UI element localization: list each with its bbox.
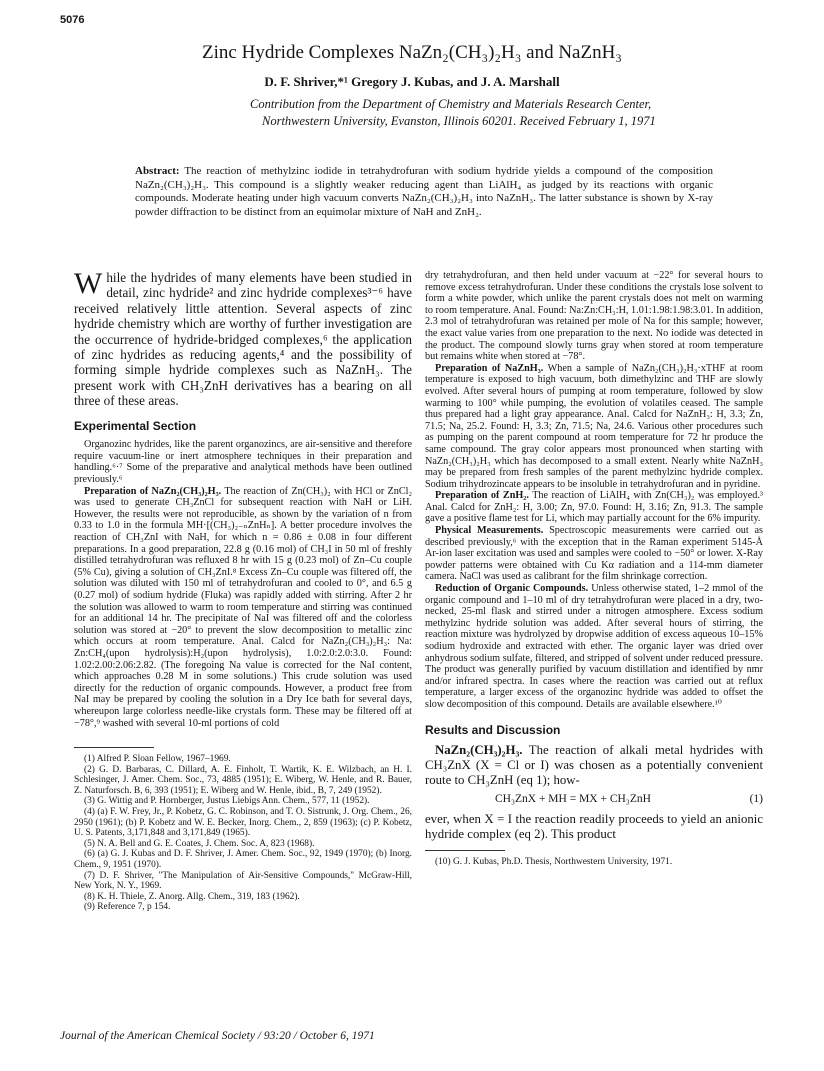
abstract [135, 165, 713, 219]
experimental-section-heading: Experimental Section [74, 418, 197, 433]
equation-1 [495, 794, 763, 806]
results-text-2: ever, when X = I the reaction readily proceeds to yield an anionic hydride complex (eq 2). This product [425, 811, 763, 841]
prep-nazn2-heading: Preparation of NaZn₂(CH₃)₂H₃. [84, 485, 222, 497]
footnote: (1) Alfred P. Sloan Fellow, 1967–1969. [84, 754, 231, 765]
physical-measurements-heading: Physical Measurements. [435, 525, 544, 537]
footnote: (9) Reference 7, p 154. [84, 902, 171, 913]
reduction-heading: Reduction of Organic Compounds. [435, 583, 589, 595]
prep-znh2-text: The reaction of LiAlH₄ with Zn(CH₃)₂ was employed.³ Anal. Calcd for ZnH₂: H, 3.00; Zn, 97.0. Found: H, 3.16; Zn, 91.3. The sample gave a positive flame test for Li, which may partially account for the 6% impurity. [425, 490, 763, 525]
results-section-heading: Results and Discussion [425, 722, 561, 737]
footnote: (3) G. Wittig and P. Hornberger, Justus Liebigs Ann. Chem., 577, 11 (1952). [84, 796, 370, 807]
left-column [74, 267, 413, 913]
page-number: 5076 [60, 14, 85, 26]
footnotes-left [74, 754, 412, 913]
prep-znh2-heading: Preparation of ZnH₂. [435, 490, 529, 502]
drop-cap: W [74, 267, 103, 300]
footnote-rule [74, 747, 154, 748]
footnote: (5) N. A. Bell and G. E. Coates, J. Chem. Soc. A, 823 (1968). [84, 838, 315, 849]
physical-measurements-paragraph [425, 525, 763, 583]
footnote: (2) G. D. Barbaras, C. Dillard, A. E. Finholt, T. Wartik, K. E. Wilzbach, an H. I. Schlesinger, J. Amer. Chem. Soc., 73, 4885 (1951); E. Wiberg, W. Henle, and R. Bauer, Z. Naturforsch. B, 6, 393 (1951); E. Wiberg and W. Henle, ibid., B, 7, 249 (1952). [74, 764, 412, 796]
experimental-intro: Organozinc hydrides, like the parent organozincs, are air-sensitive and therefore require vacuum-line or inert atmosphere techniques in their preparation and handling.⁶·⁷ Some of the preparative and analytical methods have been outlined previously.⁶ [74, 439, 412, 486]
prep-nazn-paragraph [425, 363, 763, 491]
physical-measurements-text: Spectroscopic measurements were carried out as described previously,⁶ with the exception that in the Raman experiment 5145-Å Ar-ion laser excitation was used and samples were cooled to −50° or lower. X-Ray powder patterns were obtained with Cu Kα radiation and a 114-mm diameter camera. NaCl was used as calibrant for the film shrinkage correction. [425, 525, 763, 583]
abstract-text: The reaction of methylzinc iodide in tetrahydrofuran with sodium hydride yields a compound of the composition NaZn₂(CH₃)₂H₃. This compound is a slightly weaker reducing agent than LiAlH₄ as judged by its reactions with organic compounds. Moderate heating under high vacuum converts NaZn₂(CH₃)₂H₃ into NaZnH₃. The latter substance is shown by X-ray powder diffraction to be distinct from an equimolar mixture of NaH and ZnH₂. [135, 165, 713, 218]
equation-number: (1) [749, 793, 763, 806]
prep-nazn2-paragraph [74, 486, 412, 729]
right-continuation: dry tetrahydrofuran, and then held under vacuum at −22° for several hours to remove excess tetrahydrofuran. Under these conditions the crystals lose solvent to form a white powder, which unlike the parent crystals does not melt on warming to room temperature. Anal. Found: Na:Zn:CH₃:H, 1.01:1.98:1.98:3.01. In addition, 2.3 mol of tetrahydrofuran was retained per mole of Na for this sample; however, the exact value varies from one preparation to the next. No iodide was detected in the product. The compound slowly turns gray when stored at room temperature but remains white when stored at −78°. [425, 270, 763, 363]
footnote-rule-right [425, 850, 505, 851]
results-text-1: The reaction of alkali metal hydrides with CH₃ZnX (X = Cl or I) was chosen as a potentially convenient route to CH₃ZnH (eq 1); how- [425, 743, 764, 788]
footnote-right: (10) G. J. Kubas, Ph.D. Thesis, Northwestern University, 1971. [435, 856, 673, 867]
abstract-label: Abstract: [135, 165, 180, 177]
intro-text: hile the hydrides of many elements have been studied in detail, zinc hydride² and zinc hydride complexes³⁻⁶ have received relatively little attention. Several aspects of zinc hydride chemistry which are worthy of further investigation are the occurrence of hydride-bridged complexes,⁶ the application of zinc hydrides as reducing agents,⁴ and the possibility of forming simple hydride complexes such as NaZnH₃. The present work with CH₃ZnH derivatives has a bearing on all three of these areas. [74, 270, 412, 409]
prep-nazn-heading: Preparation of NaZnH₃. [435, 362, 544, 374]
footnote: (6) (a) G. J. Kubas and D. F. Shriver, J. Amer. Chem. Soc., 92, 1949 (1970); (b) Inorg. Chem., 9, 1951 (1970). [74, 849, 412, 871]
right-column [425, 270, 763, 867]
equation-body: CH₃ZnX + MH = MX + CH₃ZnH [495, 793, 651, 806]
results-paragraph [425, 743, 763, 788]
prep-nazn2-text: The reaction of Zn(CH₃)₂ with HCl or ZnCl₂ was used to generate CH₃ZnCl for subsequent reaction with NaH or LiH. However, the results were not reproducible, as shown by the variation of n from 0.33 to 1.0 in the formula MH·[(CH₃)₂₋ₙZnHₙ]. A better procedure involves the reaction of CH₃ZnI with NaH, for which n = 0.86 ± 0.08 in four different preparations. In a good preparation, 22.8 g (0.16 mol) of CH₃I in 50 ml of freshly distilled tetrahydrofuran was refluxed 8 hr with 15 g (0.23 mol) of Zn–Cu couple (5% Cu), giving a solution of CH₃ZnI.⁸ Excess Zn–Cu couple was filtered off, the solution was diluted with 150 ml of tetrahydrofuran and cooled to 0°, and 6.5 g (0.27 mol) of sodium hydride (Fluka) was rapidly added with stirring. After 2 hr the solution was allowed to warm to room temperature and stirring was continued for an additional 14 hr. The precipitate of NaI was filtered off and the colorless solution was stored at −20° to prevent the slow decomposition to metallic zinc which occurs at room temperature. Anal. Calcd for NaZn₂(CH₃)₂H₃: Na: Zn:CH₄(upon hydrolysis):H₂(upon hydrolysis), 1.0:2.0:2.0:3.0. Found: 1.02:2.00:2.06:2.82. (The foregoing Na value is corrected for the NaI content, which approaches 0.28 M in some solutions.) This crude solution was used directly for the reduction of organic compounds. However, a product free from NaI may be prepared by cooling the solution in a Dry Ice bath for several days, whereupon large colorless needle-like crystals form. These may be filtered off at −78°,⁹ washed with several 10-ml portions of cold [74, 485, 413, 729]
journal-footer: Journal of the American Chemical Society / 93:20 / October 6, 1971 [60, 1030, 375, 1042]
reduction-paragraph [425, 583, 763, 711]
intro-paragraph [74, 267, 412, 409]
affiliation-line-1: Contribution from the Department of Chemistry and Materials Research Center, [250, 97, 652, 111]
prep-znh2-paragraph [425, 490, 763, 525]
footnote: (4) (a) F. W. Frey, Jr., P. Kobetz, G. C. Robinson, and T. O. Sistrunk, J. Org. Chem., 26, 2950 (1961); (b) P. Kobetz and W. E. Becker, Inorg. Chem., 2, 859 (1963); (c) P. Kobetz, U. S. Patents, 3,171,848 and 3,171,849 (1965). [74, 807, 412, 839]
footnote: (8) K. H. Thiele, Z. Anorg. Allg. Chem., 319, 183 (1962). [84, 891, 300, 902]
reduction-text: Unless otherwise stated, 1–2 mmol of the organic compound and 1–10 ml of dry tetrahydrofuran were placed in a dry, two-necked, 25-ml flask and stirred under a nitrogen atmosphere. Excess sodium methylzinc hydride solution was added. After several hours of stirring, the reaction mixture was hydrolyzed by dropwise addition of excess aqueous 10–15% sodium hydroxide and extracted with ether. The organic layer was dried over anhydrous sodium sulfate, filtered, and stripped of solvent under reduced pressure. The product was generally purified by vacuum distillation and identified by nmr and/or infrared spectra. In cases where the reaction was carried out at reflux temperature, a larger excess of the organozinc hydride was added to offset the slow decomposition of this compound. Details are available elsewhere.¹⁰ [425, 583, 763, 710]
affiliation-line-2: Northwestern University, Evanston, Illinois 60201. Received February 1, 1971 [262, 114, 656, 128]
results-heading: NaZn₂(CH₃)₂H₃. [435, 743, 523, 758]
prep-nazn-text: When a sample of NaZn₂(CH₃)₂H₃·xTHF at room temperature is exposed to high vacuum, both dimethylzinc and THF are slowly evolved. After several hours of pumping at room temperature, followed by slow warming to 100° while pumping, the evolution of volatiles ceased. The sample thus prepared had a light gray appearance. Anal. Calcd for NaZnH₃: H, 3.3; Zn, 71.5; Na, 25.2. Found: H, 3.3; Zn, 71.5; Na, 24.6. Various other procedures such as pumping on the parent compound at room temperature for 72 hr produce the same compound. The gray color appears most pronounced when starting with NaZn₂(CH₃)₂H₃ which has decomposed to a small extent. Nearly white NaZnH₃ may be prepared from fresh samples of the parent methylzinc hydride complex. Sodium trihydrozincate appears to be insoluble in tetrahydrofuran and in pyridine. [425, 362, 763, 490]
article-title: Zinc Hydride Complexes NaZn₂(CH₃)₂H₃ and NaZnH₃ [202, 42, 622, 63]
affiliation [250, 96, 730, 130]
footnote: (7) D. F. Shriver, "The Manipulation of Air-Sensitive Compounds," McGraw-Hill, New York, N. Y., 1969. [74, 870, 412, 892]
authors: D. F. Shriver,*¹ Gregory J. Kubas, and J. A. Marshall [264, 74, 560, 89]
